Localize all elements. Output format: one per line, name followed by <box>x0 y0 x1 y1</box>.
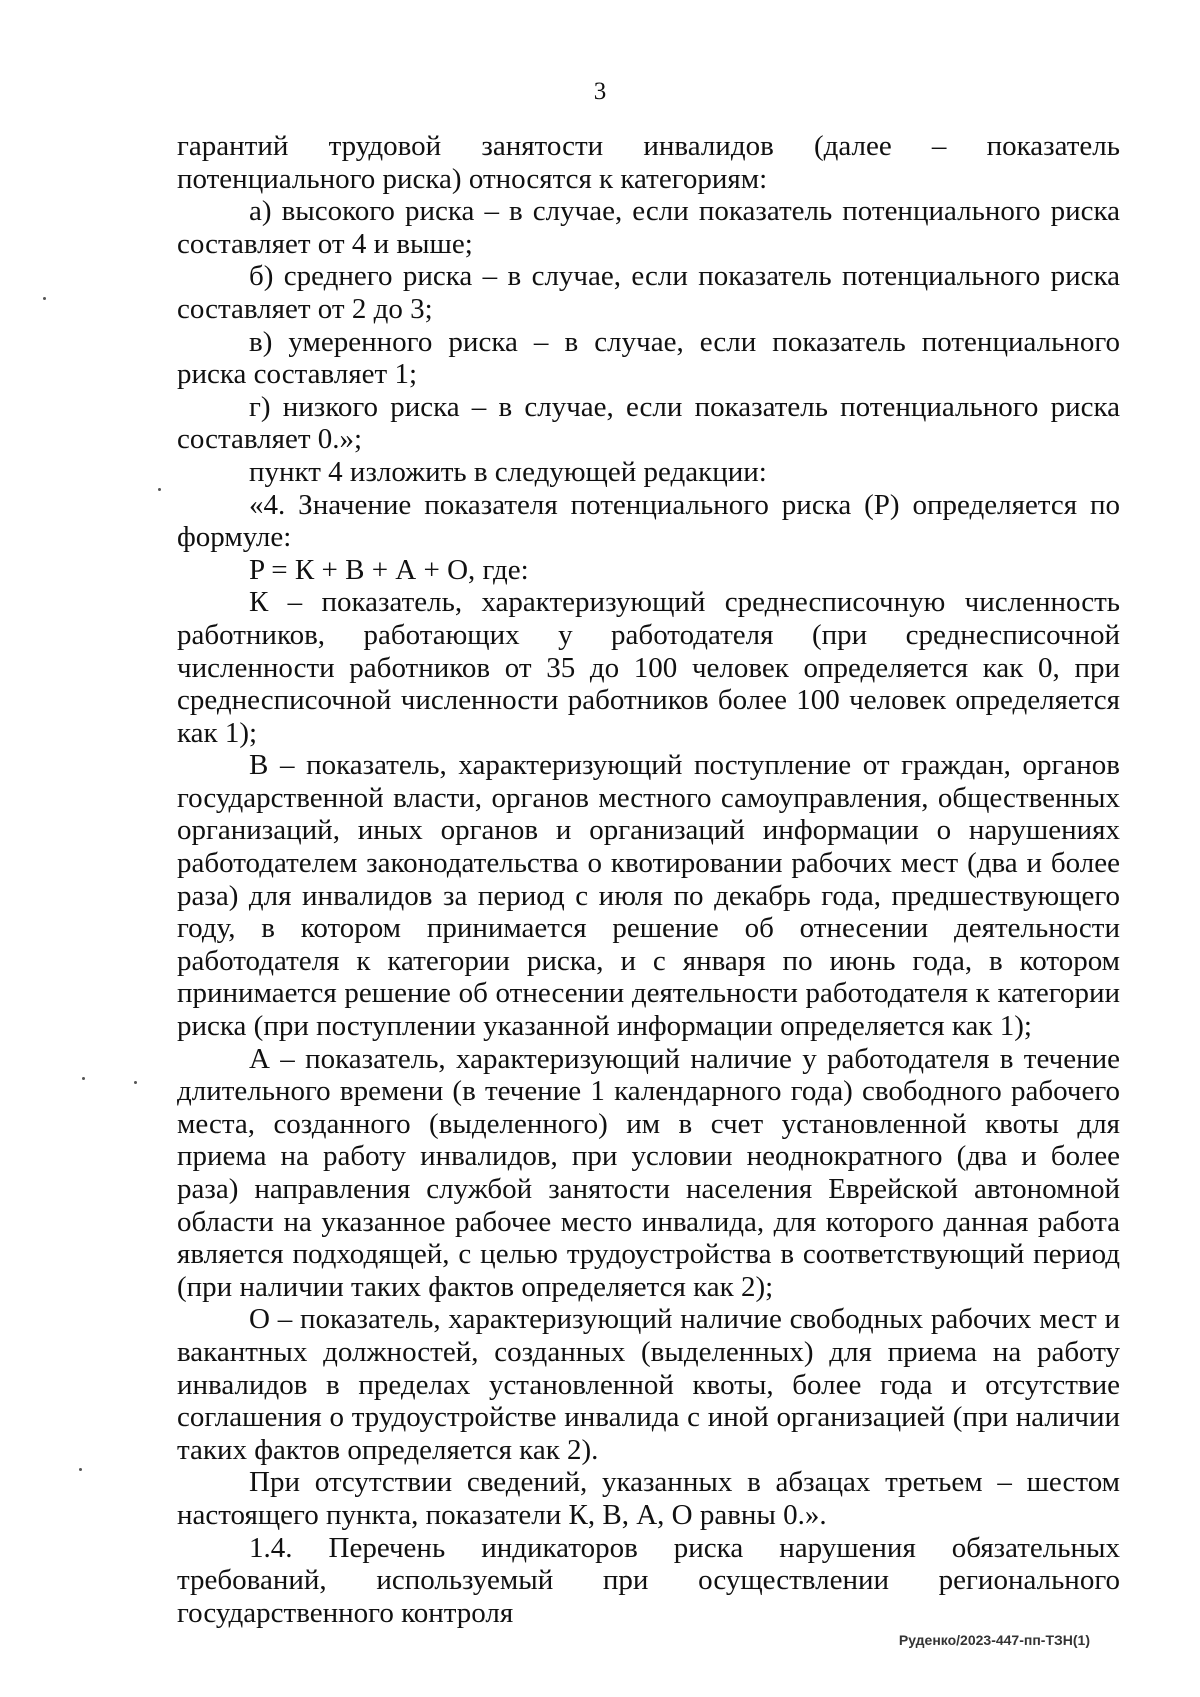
definition-v: В – показатель, характеризующий поступление от граждан, органов государственной власти, органов местного самоуправления, общественных организаций, иных органов и организаций информации о нарушениях работодателем законодательства о квотировании рабочих мест (два и более раза) для инвалидов за период с июля по декабрь года, предшествующего году, в котором принимается решение об отнесении деятельности работодателя к категории риска, и с января по июнь года, в котором принимается решение об отнесении деятельности работодателя к категории риска (при поступлении указанной информации определяется как 1); <box>177 749 1120 1043</box>
document-code: Руденко/2023-447-пп-ТЗН(1) <box>898 1632 1090 1648</box>
definition-k: К – показатель, характеризующий среднесписочную численность работников, работающих у работодателя (при среднесписочной численности работников от 35 до 100 человек определяется как 0, при среднесписочной численности работников более 100 человек определяется как 1); <box>177 586 1120 749</box>
document-body <box>177 130 1120 1629</box>
paragraph-amendment-point-4: пункт 4 изложить в следующей редакции: <box>249 455 767 488</box>
formula: P = К + В + А + О, где: <box>249 553 529 586</box>
list-item-high-risk: а) высокого риска – в случае, если показатель потенциального риска составляет от 4 и выше; <box>177 195 1120 260</box>
page-number: 3 <box>593 78 607 105</box>
paragraph-point-4-text: «4. Значение показателя потенциального риска (P) определяется по формуле: <box>177 488 1120 554</box>
scan-speck <box>158 488 161 491</box>
paragraph-1-4: 1.4. Перечень индикаторов риска нарушения обязательных требований, используемый при осуществлении регионального государственного контроля <box>177 1531 1120 1629</box>
definition-o: О – показатель, характеризующий наличие свободных рабочих мест и вакантных должностей, созданных (выделенных) для приема на работу инвалидов в пределах установленной квоты, более года и отсутствие соглашения о трудоустройстве инвалида с иной организацией (при наличии таких фактов определяется как 2). <box>177 1303 1120 1466</box>
paragraph-absence-of-data: При отсутствии сведений, указанных в абзацах третьем – шестом настоящего пункта, показатели К, В, А, О равны 0.». <box>177 1466 1120 1531</box>
list-item-low-risk: г) низкого риска – в случае, если показатель потенциального риска составляет 0.»; <box>177 390 1120 456</box>
definition-a: А – показатель, характеризующий наличие у работодателя в течение длительного времени (в течение 1 календарного года) свободного рабочего места, созданного (выделенного) им в счет установленной квоты для приема на работу инвалидов, при условии неоднократного (два и более раза) направления службой занятости населения Еврейской автономной области на указанное рабочее место инвалида, для которого данная работа является подходящей, с целью трудоустройства в соответствующий период (при наличии таких фактов определяется как 2); <box>177 1042 1120 1303</box>
scan-speck <box>82 1077 85 1080</box>
list-item-medium-risk: б) среднего риска – в случае, если показатель потенциального риска составляет от 2 до 3; <box>177 260 1120 325</box>
scan-speck <box>134 1081 137 1084</box>
paragraph-continuation: гарантий трудовой занятости инвалидов (далее – показатель потенциального риска) относятся к категориям: <box>177 130 1120 195</box>
scan-speck <box>79 1468 82 1471</box>
scan-speck <box>43 297 46 300</box>
list-item-moderate-risk: в) умеренного риска – в случае, если показатель потенциального риска составляет 1; <box>177 325 1120 391</box>
